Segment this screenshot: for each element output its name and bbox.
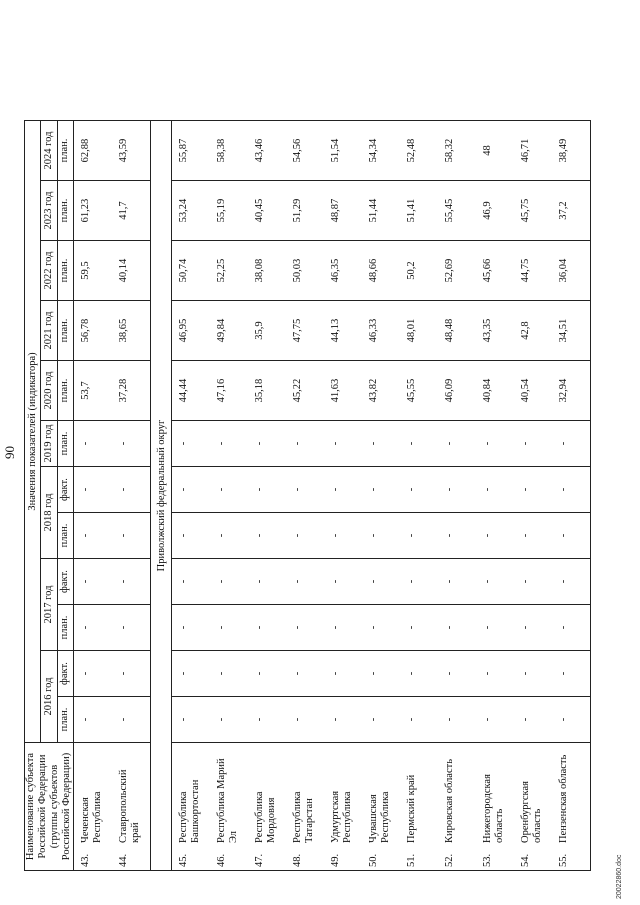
value-cell: - — [74, 651, 113, 697]
value-cell: - — [324, 697, 362, 743]
value-cell: - — [248, 513, 286, 559]
subject-cell — [248, 743, 286, 871]
header-year: 2017 год — [41, 559, 57, 651]
header-indicators: Значения показателей (индикатора) — [25, 121, 41, 743]
value-cell: - — [438, 697, 476, 743]
value-cell: 43,82 — [362, 361, 400, 421]
value-cell: - — [552, 421, 591, 467]
value-cell: - — [286, 651, 324, 697]
value-cell: 38,08 — [248, 241, 286, 301]
subject-name: Пермский край — [406, 774, 417, 843]
header-year: 2020 год — [41, 361, 57, 421]
value-cell: - — [438, 513, 476, 559]
value-cell: 52,25 — [210, 241, 248, 301]
row-number: 48. — [292, 853, 303, 867]
value-cell: 34,51 — [552, 301, 591, 361]
value-cell: - — [362, 559, 400, 605]
value-cell: - — [324, 651, 362, 697]
row-number: 51. — [406, 853, 417, 867]
value-cell: 58,38 — [210, 121, 248, 181]
row-number: 43. — [80, 853, 91, 867]
value-cell: - — [112, 421, 151, 467]
value-cell: 41,63 — [324, 361, 362, 421]
value-cell: 45,75 — [514, 181, 552, 241]
value-cell: 55,45 — [438, 181, 476, 241]
value-cell: 48,87 — [324, 181, 362, 241]
page-number: 90 — [2, 446, 17, 459]
value-cell: 46,35 — [324, 241, 362, 301]
value-cell: - — [286, 605, 324, 651]
value-cell: 46,95 — [172, 301, 211, 361]
value-cell: - — [476, 651, 514, 697]
value-cell: 46,09 — [438, 361, 476, 421]
value-cell: - — [324, 513, 362, 559]
subject-name: Нижегородская область — [482, 774, 505, 843]
value-cell: - — [210, 605, 248, 651]
value-cell: - — [514, 467, 552, 513]
value-cell: 38,49 — [552, 121, 591, 181]
value-cell: 45,22 — [286, 361, 324, 421]
value-cell: - — [248, 559, 286, 605]
value-cell: 54,34 — [362, 121, 400, 181]
header-sub: план. — [57, 181, 73, 241]
subject-cell — [286, 743, 324, 871]
value-cell: - — [476, 467, 514, 513]
value-cell: - — [248, 697, 286, 743]
value-cell: - — [324, 421, 362, 467]
value-cell: 37,28 — [112, 361, 151, 421]
value-cell: 43,35 — [476, 301, 514, 361]
value-cell: 51,41 — [400, 181, 438, 241]
value-cell: 41,7 — [112, 181, 151, 241]
subject-cell — [210, 743, 248, 871]
value-cell: - — [552, 697, 591, 743]
subject-name: Республика Мордовия — [254, 791, 277, 843]
value-cell: 32,94 — [552, 361, 591, 421]
value-cell: - — [112, 513, 151, 559]
value-cell: - — [438, 467, 476, 513]
row-number: 47. — [254, 853, 265, 867]
value-cell: - — [74, 421, 113, 467]
district-heading: Приволжский федеральный округ — [151, 121, 172, 871]
row-number: 53. — [482, 853, 493, 867]
value-cell: - — [438, 605, 476, 651]
value-cell: - — [286, 697, 324, 743]
header-year: 2024 год — [41, 121, 57, 181]
value-cell: 52,69 — [438, 241, 476, 301]
value-cell: - — [112, 605, 151, 651]
value-cell: - — [362, 605, 400, 651]
value-cell: - — [210, 513, 248, 559]
value-cell: - — [112, 697, 151, 743]
table-row — [210, 121, 248, 871]
header-sub: план. — [57, 361, 73, 421]
value-cell: - — [552, 559, 591, 605]
value-cell: 35,18 — [248, 361, 286, 421]
value-cell: - — [514, 697, 552, 743]
header-sub: план. — [57, 421, 73, 467]
value-cell: - — [324, 605, 362, 651]
value-cell: 51,54 — [324, 121, 362, 181]
value-cell: - — [172, 697, 211, 743]
value-cell: - — [476, 605, 514, 651]
value-cell: 54,56 — [286, 121, 324, 181]
table-row — [514, 121, 552, 871]
value-cell: - — [438, 421, 476, 467]
value-cell: - — [400, 651, 438, 697]
value-cell: - — [476, 697, 514, 743]
value-cell: 48 — [476, 121, 514, 181]
value-cell: - — [514, 605, 552, 651]
value-cell: - — [324, 467, 362, 513]
subject-name: Чеченская Республика — [80, 791, 103, 843]
header-year: 2022 год — [41, 241, 57, 301]
header-sub: план. — [57, 121, 73, 181]
value-cell: - — [400, 513, 438, 559]
table-body-top — [74, 121, 151, 871]
value-cell: - — [286, 421, 324, 467]
subject-name: Кировская область — [444, 758, 455, 843]
table-row — [248, 121, 286, 871]
table-row — [324, 121, 362, 871]
value-cell: 55,19 — [210, 181, 248, 241]
value-cell: - — [112, 467, 151, 513]
value-cell: 35,9 — [248, 301, 286, 361]
value-cell: 59,5 — [74, 241, 113, 301]
value-cell: 48,66 — [362, 241, 400, 301]
value-cell: 44,75 — [514, 241, 552, 301]
header-sub: план. — [57, 241, 73, 301]
value-cell: - — [362, 467, 400, 513]
value-cell: - — [362, 421, 400, 467]
table-row — [74, 121, 113, 871]
value-cell: - — [514, 513, 552, 559]
table-row — [400, 121, 438, 871]
value-cell: - — [362, 651, 400, 697]
value-cell: 45,55 — [400, 361, 438, 421]
value-cell: - — [552, 651, 591, 697]
file-footer: 20022860.doc — [616, 854, 623, 899]
header-year: 2023 год — [41, 181, 57, 241]
value-cell: 50,2 — [400, 241, 438, 301]
row-number: 54. — [520, 853, 531, 867]
subject-name: Республика Башкортостан — [178, 779, 201, 843]
value-cell: 53,24 — [172, 181, 211, 241]
value-cell: - — [172, 559, 211, 605]
subject-name: Удмуртская Республика — [330, 790, 353, 843]
row-number: 52. — [444, 853, 455, 867]
value-cell: 37,2 — [552, 181, 591, 241]
value-cell: - — [74, 697, 113, 743]
value-cell: - — [172, 605, 211, 651]
table-row — [476, 121, 514, 871]
value-cell: 51,44 — [362, 181, 400, 241]
value-cell: - — [112, 651, 151, 697]
row-number: 49. — [330, 853, 341, 867]
subject-name: Ставропольский край — [118, 769, 141, 843]
header-sub: факт. — [57, 559, 73, 605]
value-cell: - — [248, 467, 286, 513]
value-cell: - — [400, 467, 438, 513]
header-year: 2019 год — [41, 421, 57, 467]
subject-cell — [400, 743, 438, 871]
header-sub: факт. — [57, 651, 73, 697]
value-cell: - — [248, 651, 286, 697]
value-cell: - — [514, 421, 552, 467]
value-cell: - — [286, 467, 324, 513]
value-cell: - — [172, 651, 211, 697]
value-cell: - — [476, 559, 514, 605]
indicators-table — [24, 120, 591, 871]
value-cell: - — [74, 513, 113, 559]
value-cell: 48,48 — [438, 301, 476, 361]
value-cell: 50,74 — [172, 241, 211, 301]
row-number: 50. — [368, 853, 379, 867]
value-cell: - — [172, 467, 211, 513]
value-cell: 47,16 — [210, 361, 248, 421]
subject-cell — [476, 743, 514, 871]
header-sub: план. — [57, 513, 73, 559]
value-cell: - — [172, 513, 211, 559]
value-cell: - — [552, 605, 591, 651]
value-cell: 46,71 — [514, 121, 552, 181]
subject-cell — [112, 743, 151, 871]
table-row — [362, 121, 400, 871]
header-sub: факт. — [57, 467, 73, 513]
value-cell: - — [514, 651, 552, 697]
value-cell: - — [552, 513, 591, 559]
value-cell: - — [210, 421, 248, 467]
value-cell: - — [438, 651, 476, 697]
subject-cell — [438, 743, 476, 871]
value-cell: - — [248, 421, 286, 467]
subject-name: Республика Татарстан — [292, 791, 315, 843]
value-cell: - — [476, 513, 514, 559]
value-cell: 61,23 — [74, 181, 113, 241]
value-cell: - — [400, 697, 438, 743]
value-cell: 43,59 — [112, 121, 151, 181]
value-cell: - — [324, 559, 362, 605]
value-cell: - — [514, 559, 552, 605]
value-cell: 42,8 — [514, 301, 552, 361]
value-cell: 45,66 — [476, 241, 514, 301]
value-cell: 49,84 — [210, 301, 248, 361]
table-row — [552, 121, 591, 871]
header-year: 2021 год — [41, 301, 57, 361]
value-cell: - — [74, 605, 113, 651]
subject-cell — [552, 743, 591, 871]
value-cell: 53,7 — [74, 361, 113, 421]
row-number: 46. — [216, 853, 227, 867]
table-row — [172, 121, 211, 871]
value-cell: - — [112, 559, 151, 605]
value-cell: 51,29 — [286, 181, 324, 241]
value-cell: 55,87 — [172, 121, 211, 181]
row-number: 45. — [178, 853, 189, 867]
subject-cell — [324, 743, 362, 871]
value-cell: - — [210, 651, 248, 697]
subject-name: Республика Марий Эл — [216, 758, 239, 843]
value-cell: - — [210, 559, 248, 605]
value-cell: - — [172, 421, 211, 467]
value-cell: 48,01 — [400, 301, 438, 361]
value-cell: - — [286, 513, 324, 559]
row-number: 55. — [558, 853, 569, 867]
value-cell: - — [74, 559, 113, 605]
row-number: 44. — [118, 853, 129, 867]
subject-name: Пензенская область — [558, 754, 569, 843]
table-row — [286, 121, 324, 871]
subject-name: Оренбургская область — [520, 781, 543, 843]
table-body-bottom — [172, 121, 591, 871]
value-cell: - — [400, 421, 438, 467]
value-cell: - — [210, 697, 248, 743]
value-cell: - — [362, 513, 400, 559]
value-cell: - — [400, 559, 438, 605]
value-cell: - — [362, 697, 400, 743]
value-cell: 46,33 — [362, 301, 400, 361]
value-cell: 40,45 — [248, 181, 286, 241]
header-sub: план. — [57, 301, 73, 361]
header-sub: план. — [57, 605, 73, 651]
value-cell: 56,78 — [74, 301, 113, 361]
value-cell: - — [438, 559, 476, 605]
value-cell: - — [248, 605, 286, 651]
value-cell: 40,54 — [514, 361, 552, 421]
value-cell: - — [476, 421, 514, 467]
value-cell: - — [552, 467, 591, 513]
value-cell: 40,14 — [112, 241, 151, 301]
value-cell: 50,03 — [286, 241, 324, 301]
district-section — [151, 121, 172, 871]
value-cell: 44,13 — [324, 301, 362, 361]
value-cell: 40,84 — [476, 361, 514, 421]
subject-name: Чувашская Республика — [368, 791, 391, 843]
value-cell: 47,75 — [286, 301, 324, 361]
value-cell: 43,46 — [248, 121, 286, 181]
header-sub: план. — [57, 697, 73, 743]
value-cell: 46,9 — [476, 181, 514, 241]
table-row — [112, 121, 151, 871]
header-year: 2016 год — [41, 651, 57, 743]
value-cell: 62,88 — [74, 121, 113, 181]
subject-cell — [172, 743, 211, 871]
table-row — [438, 121, 476, 871]
value-cell: 52,48 — [400, 121, 438, 181]
subject-cell — [514, 743, 552, 871]
value-cell: - — [74, 467, 113, 513]
header-year: 2018 год — [41, 467, 57, 559]
value-cell: - — [286, 559, 324, 605]
value-cell: 58,32 — [438, 121, 476, 181]
value-cell: 38,65 — [112, 301, 151, 361]
value-cell: 44,44 — [172, 361, 211, 421]
value-cell: - — [210, 467, 248, 513]
subject-cell — [74, 743, 113, 871]
value-cell: 36,04 — [552, 241, 591, 301]
value-cell: - — [400, 605, 438, 651]
subject-cell — [362, 743, 400, 871]
header-subject: Наименование субъекта Российской Федерации (группы субъектов Российской Федерации) — [25, 743, 74, 871]
